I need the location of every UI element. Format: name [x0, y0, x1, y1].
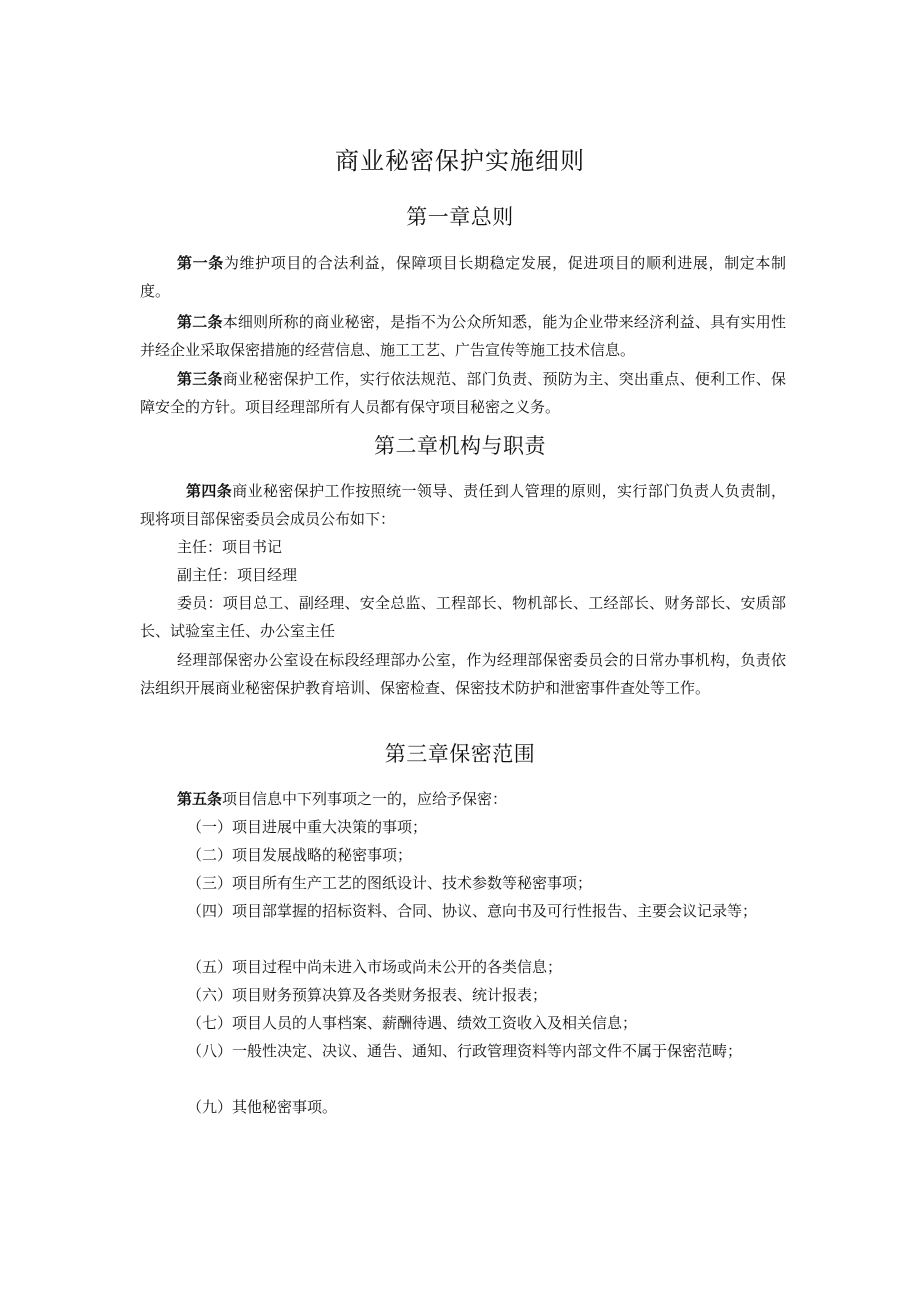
article-number: 第一条 — [177, 254, 224, 272]
secrecy-office-paragraph: 经理部保密办公室设在标段经理部办公室，作为经理部保密委员会的日常办事机构，负责依法组织开展商业秘密保护教育培训、保密检查、保密技术防护和泄密事件查处等工作。 — [140, 651, 786, 697]
list-item: （一）项目进展中重大决策的事项； — [187, 818, 428, 836]
article-3 — [140, 365, 786, 421]
list-item: （五）项目过程中尚未进入市场或尚未公开的各类信息； — [187, 958, 563, 976]
list-item: （六）项目财务预算决算及各类财务报表、统计报表； — [187, 986, 548, 1004]
chapter-heading-1: 第一章总则 — [406, 205, 514, 229]
list-item: （八）一般性决定、决议、通告、通知、行政管理资料等内部文件不属于保密范畴； — [187, 1042, 743, 1060]
article-2 — [140, 308, 786, 364]
chapter-heading-3: 第三章保密范围 — [384, 742, 536, 766]
article-text: 商业秘密保护工作，实行依法规范、部门负责、预防为主、突出重点、便利工作、保障安全的方针。项目经理部所有人员都有保守项目秘密之义务。 — [140, 370, 786, 416]
committee-director: 主任：项目书记 — [177, 538, 283, 556]
list-item: （九）其他秘密事项。 — [187, 1098, 338, 1116]
article-text: 商业秘密保护工作按照统一领导、责任到人管理的原则，实行部门负责人负责制，现将项目部保密委员会成员公布如下： — [140, 482, 786, 528]
article-4 — [140, 477, 786, 533]
list-item: （四）项目部掌握的招标资料、合同、协议、意向书及可行性报告、主要会议记录等； — [187, 902, 758, 920]
committee-members: 委员：项目总工、副经理、安全总监、工程部长、物机部长、工经部长、财务部长、安质部长、试验室主任、办公室主任 — [140, 594, 786, 640]
article-5 — [140, 785, 786, 813]
chapter-heading-2: 第二章机构与职责 — [374, 434, 546, 458]
list-item: （七）项目人员的人事档案、薪酬待遇、绩效工资收入及相关信息； — [187, 1014, 638, 1032]
article-text: 为维护项目的合法利益，保障项目长期稳定发展，促进项目的顺利进展，制定本制度。 — [140, 254, 786, 300]
article-text: 项目信息中下列事项之一的，应给予保密： — [222, 790, 508, 808]
list-item: （二）项目发展战略的秘密事项； — [187, 846, 413, 864]
document-title: 商业秘密保护实施细则 — [335, 147, 585, 175]
article-number: 第三条 — [177, 370, 223, 388]
article-1 — [140, 249, 786, 305]
committee-deputy-director: 副主任：项目经理 — [177, 566, 298, 584]
list-item: （三）项目所有生产工艺的图纸设计、技术参数等秘密事项； — [187, 874, 593, 892]
article-number: 第四条 — [186, 482, 233, 500]
article-text: 本细则所称的商业秘密，是指不为公众所知悉，能为企业带来经济利益、具有实用性并经企业采取保密措施的经营信息、施工工艺、广告宣传等施工技术信息。 — [140, 313, 786, 359]
article-number: 第五条 — [177, 790, 223, 808]
article-number: 第二条 — [177, 313, 223, 331]
